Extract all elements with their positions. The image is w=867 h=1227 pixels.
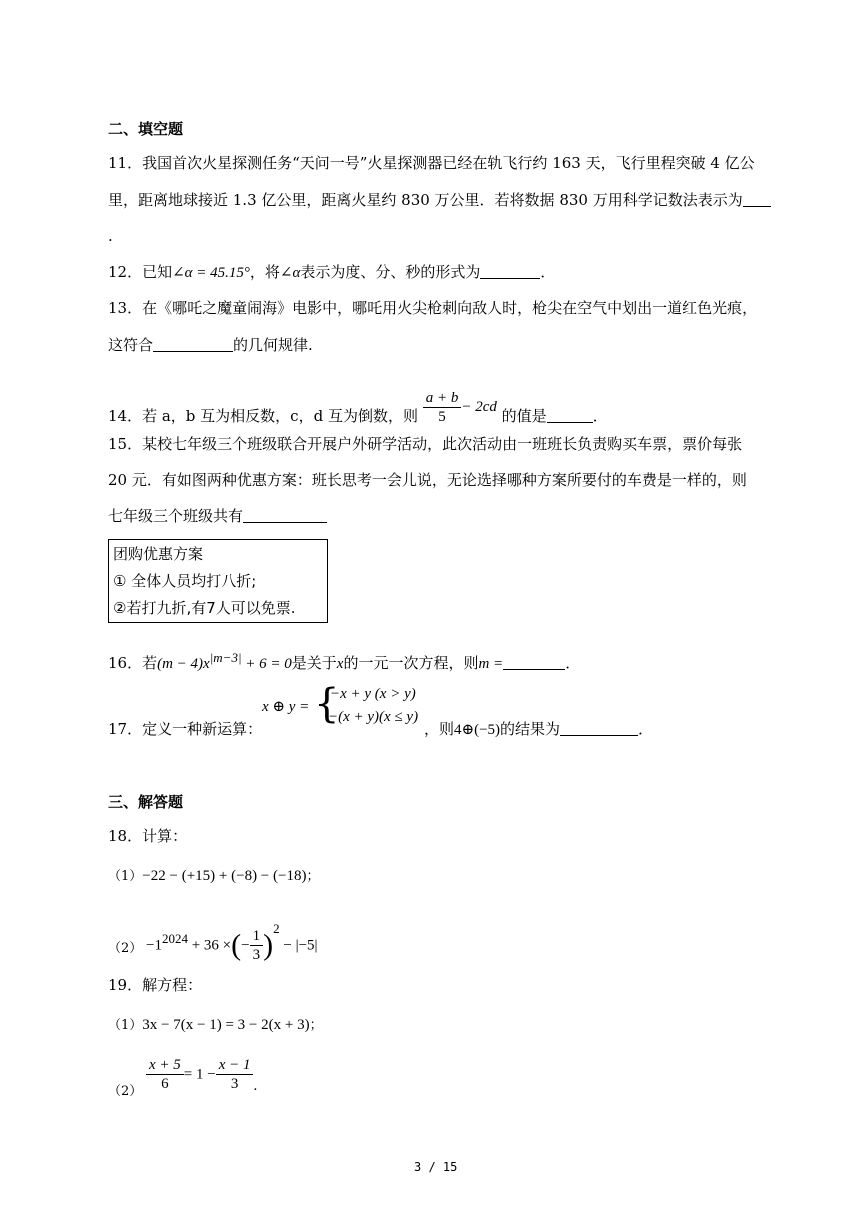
discount-plan-item-1: ① 全体人员均打八折; [113, 572, 257, 590]
q18-part2-label: （2） [108, 941, 143, 956]
discount-plan-item-2: ②若打九折,有7人可以免票. [113, 599, 296, 617]
q17-brace: { [314, 681, 340, 727]
q15-line1: 15．某校七年级三个班级联合开展户外研学活动，此次活动由一班班长负责购买车票，票价每张 [108, 435, 743, 453]
q14-answer-blank[interactable] [547, 406, 593, 423]
q17-lhs: x ⊕ y = [262, 699, 310, 715]
q16-exponent: |m−3| [209, 650, 242, 665]
q15-answer-blank[interactable] [243, 506, 327, 523]
q12-pre: 12．已知 [108, 263, 173, 281]
page-number: 3 / 15 [414, 1160, 458, 1174]
q14-end: ． [592, 407, 608, 425]
q17-end: ． [638, 720, 654, 738]
q13-line2 [108, 335, 313, 355]
q19-part2-expr [146, 1052, 257, 1108]
q13-line1: 13．在《哪吒之魔童闹海》电影中，哪吒用火尖枪刺向敌人时，枪尖在空气中划出一道红色光痕， [108, 299, 758, 317]
q13-line2-post: 的几何规律. [233, 336, 313, 354]
q17-mid: ，则 [424, 720, 455, 738]
q17-answer-blank[interactable] [560, 719, 638, 736]
q12-answer-blank[interactable] [480, 262, 540, 279]
q17-case1: −x + y (x > y) [330, 686, 416, 702]
q18-part2-expr [146, 906, 318, 969]
q16-var: x [336, 656, 344, 672]
q12-end: ． [540, 263, 556, 281]
q19-part2-fraction2 [216, 1056, 254, 1093]
q17-expr: 4⊕(−5) [454, 722, 501, 738]
section-title-fill: 二、填空题 [108, 120, 184, 138]
q18-part2-lparen: ( [231, 928, 242, 962]
q14-fraction [423, 389, 462, 426]
q19-part1-label: （1） [108, 1018, 143, 1033]
q14-post-wrap [502, 394, 608, 438]
q14-pre: 14．若 a，b 互为相反数，c，d 互为倒数，则 [108, 407, 418, 425]
q15-line3 [108, 506, 327, 526]
q16-post: 的一元一次方程，则 [343, 654, 479, 672]
q19-part2-den2: 3 [230, 1076, 239, 1093]
q19-part1-end: ； [309, 1018, 323, 1033]
discount-plan-title: 团购优惠方案 [113, 545, 204, 563]
q19-title: 19．解方程： [108, 976, 203, 994]
q18-part2-square: 2 [273, 921, 280, 936]
q17-pre: 17．定义一种新运算： [108, 720, 263, 738]
q16-lhs: m = [478, 656, 504, 672]
q19-part1 [108, 1014, 323, 1036]
q13-answer-blank[interactable] [153, 335, 233, 352]
q16-expr2: + 6 = 0 [241, 656, 292, 672]
q17-tail [424, 719, 653, 740]
q16-line [108, 648, 580, 674]
q12-angle2: ∠α [279, 265, 301, 281]
q15-line3-text: 七年级三个班级共有 [108, 507, 244, 525]
q18-part1 [108, 865, 319, 887]
q14-line [108, 376, 608, 425]
q11-line2 [108, 190, 771, 210]
q11-line1: 11．我国首次火星探测任务“天问一号”火星探测器已经在轨飞行约 163 天，飞行里程突破 4 亿公 [108, 154, 755, 172]
q17-case2: −(x + y)(x ≤ y) [328, 709, 419, 725]
q15-line2: 20 元．有如图两种优惠方案：班长思考一会儿说，无论选择哪种方案所要付的车费是一样的，则 [108, 471, 747, 489]
q18-part2-minus: − [241, 937, 250, 954]
q16-answer-blank[interactable] [503, 653, 565, 670]
q13-line2-pre: 这符合 [108, 336, 154, 354]
q18-part1-end: ； [306, 869, 320, 884]
q18-part2-rparen: ) [263, 928, 274, 962]
q12-line [108, 262, 555, 283]
q16-mid: 是关于 [291, 654, 337, 672]
q18-part2-fraction [250, 927, 264, 964]
q18-part2-mid: + 36 × [187, 937, 232, 954]
q16-expr: (m − 4)x [157, 656, 210, 672]
q12-angle: ∠α = 45.15° [172, 265, 250, 281]
q12-mid: ，将 [249, 263, 280, 281]
q19-part2-num1: x + 5 [146, 1056, 184, 1075]
q18-part2-pre: −1 [146, 937, 162, 954]
q17-post: 的结果为 [500, 720, 561, 738]
q18-title: 18．计算： [108, 827, 188, 845]
section-title-answer: 三、解答题 [108, 793, 184, 811]
q19-part2-num2: x − 1 [216, 1056, 254, 1075]
q19-part2-mid: = 1 − [183, 1066, 216, 1083]
q18-part2-num: 1 [250, 927, 264, 946]
q12-post: 表示为度、分、秒的形式为 [300, 263, 481, 281]
q14-post: 的值是 [501, 407, 547, 425]
q11-answer-blank[interactable] [743, 190, 771, 207]
discount-plan-box [108, 539, 328, 623]
q19-part2-end: . [253, 1078, 258, 1094]
q11-line3: . [108, 227, 113, 245]
q14-denominator: 5 [438, 408, 446, 425]
q19-part2-fraction1 [146, 1056, 184, 1093]
q19-part2-den1: 6 [161, 1076, 169, 1093]
q18-part2-exp: 2024 [161, 931, 188, 946]
q18-part1-label: （1） [108, 869, 143, 884]
q19-part1-expr: 3x − 7(x − 1) = 3 − 2(x + 3) [142, 1017, 310, 1033]
q18-part2-tail: − |−5| [279, 937, 318, 954]
q14-tail: − 2cd [461, 399, 497, 415]
q14-numerator: a + b [423, 389, 462, 408]
q18-part1-expr: −22 − (+15) + (−8) − (−18) [142, 868, 307, 884]
q16-pre: 16．若 [108, 654, 158, 672]
q19-part2-label: （2） [108, 1084, 143, 1099]
q11-line2-text: 里，距离地球接近 1.3 亿公里，距离火星约 830 万公里．若将数据 830 万用科学记数法表示为 [108, 191, 743, 209]
q16-end: ． [565, 654, 581, 672]
q18-part2-den: 3 [252, 947, 261, 964]
